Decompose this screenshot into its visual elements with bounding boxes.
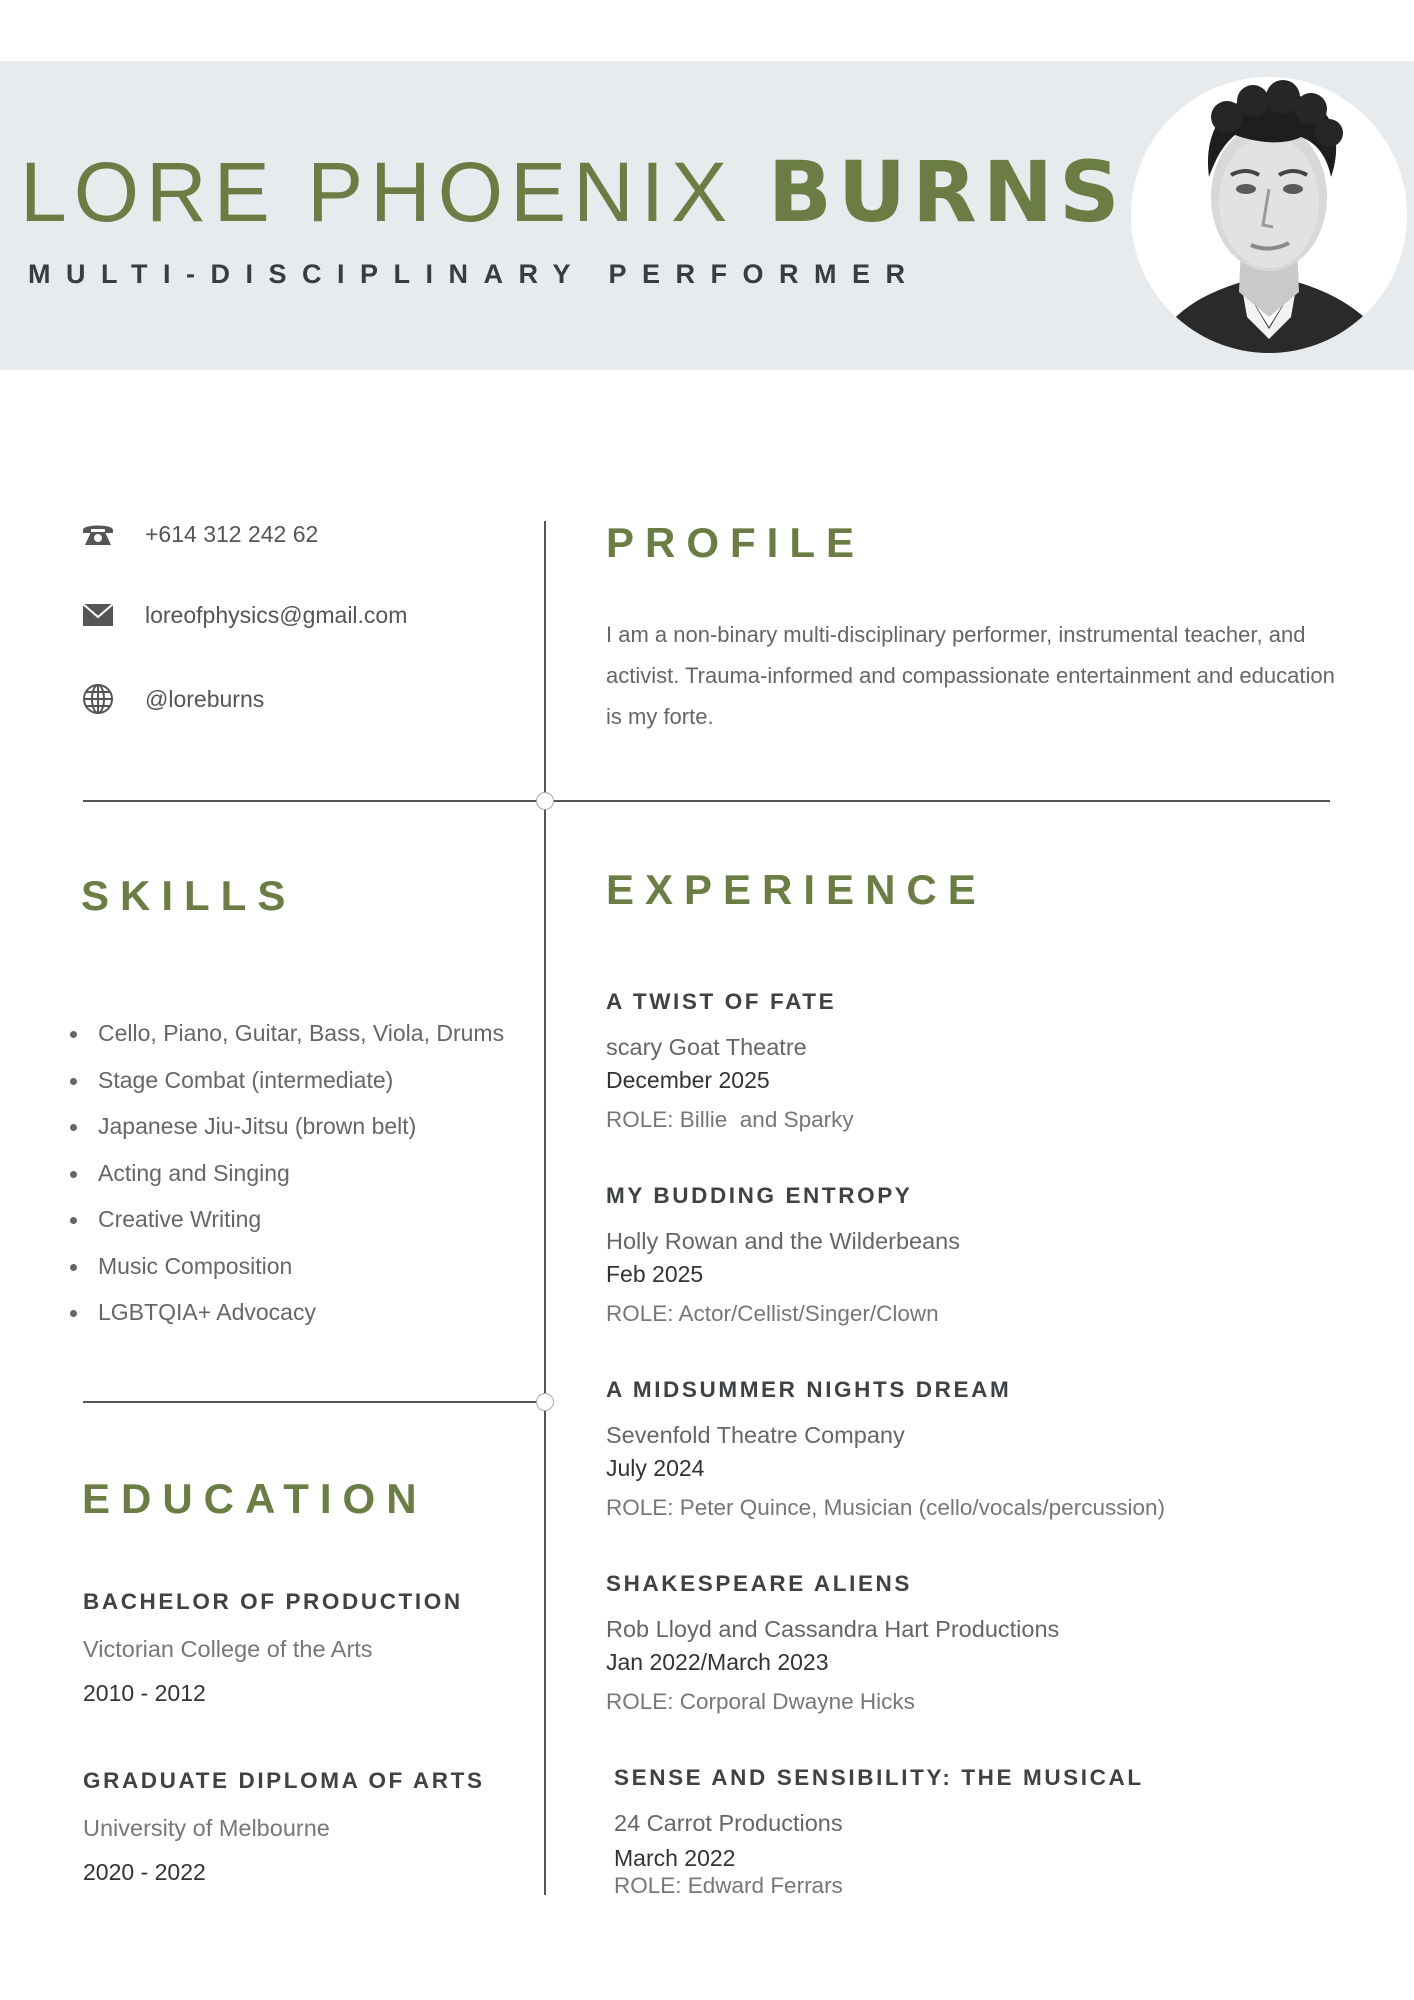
email-address: loreofphysics@gmail.com <box>145 601 408 628</box>
experience-title: A MIDSUMMER NIGHTS DREAM <box>606 1377 1012 1402</box>
social-handle: @loreburns <box>145 685 265 712</box>
globe-icon <box>80 682 116 716</box>
education-heading: EDUCATION <box>82 1475 428 1522</box>
experience-company: Rob Lloyd and Cassandra Hart Productions <box>606 1616 1060 1642</box>
experience-heading: EXPERIENCE <box>606 866 987 913</box>
experience-role: ROLE: Edward Ferrars <box>614 1873 843 1898</box>
full-name <box>20 142 1126 242</box>
experience-date: December 2025 <box>606 1067 770 1093</box>
list-item: Japanese Jiu-Jitsu (brown belt) <box>70 1103 504 1150</box>
list-item: Stage Combat (intermediate) <box>70 1057 504 1104</box>
education-years: 2020 - 2022 <box>83 1859 206 1885</box>
profile-heading: PROFILE <box>606 519 866 566</box>
envelope-icon <box>80 598 116 632</box>
experience-role: ROLE: Corporal Dwayne Hicks <box>606 1689 915 1714</box>
profile-photo <box>1131 77 1407 353</box>
contact-email[interactable] <box>80 598 407 632</box>
divider-left-bottom <box>83 1401 545 1403</box>
experience-company: scary Goat Theatre <box>606 1034 807 1060</box>
contact-social[interactable] <box>80 682 264 716</box>
profile-text: I am a non-binary multi-disciplinary performer, instrumental teacher, and activist. Trauma-informed and compassionate entertainment and education is my forte. <box>606 622 1335 729</box>
education-school: University of Melbourne <box>83 1815 330 1841</box>
job-title: MULTI-DISCIPLINARY PERFORMER <box>28 259 921 289</box>
experience-title: SENSE AND SENSIBILITY: THE MUSICAL <box>614 1765 1144 1790</box>
education-degree: BACHELOR OF PRODUCTION <box>83 1589 463 1614</box>
list-item: Acting and Singing <box>70 1150 504 1197</box>
experience-role: ROLE: Peter Quince, Musician (cello/vocals/percussion) <box>606 1495 1165 1520</box>
skills-heading: SKILLS <box>81 872 297 919</box>
portrait-illustration <box>1131 77 1407 353</box>
list-item: Cello, Piano, Guitar, Bass, Viola, Drums <box>70 1010 504 1057</box>
divider-node-bottom <box>536 1393 554 1411</box>
name-last: BURNS <box>767 143 1126 241</box>
phone-number: +614 312 242 62 <box>145 520 319 547</box>
phone-icon <box>80 517 116 551</box>
education-school: Victorian College of the Arts <box>83 1636 373 1662</box>
divider-node-top <box>536 792 554 810</box>
experience-company: Sevenfold Theatre Company <box>606 1422 905 1448</box>
list-item: Creative Writing <box>70 1196 504 1243</box>
experience-role: ROLE: Billie and Sparky <box>606 1107 854 1132</box>
experience-role: ROLE: Actor/Cellist/Singer/Clown <box>606 1301 939 1326</box>
education-years: 2010 - 2012 <box>83 1680 206 1706</box>
experience-title: A TWIST OF FATE <box>606 989 837 1014</box>
experience-date: Jan 2022/March 2023 <box>606 1649 829 1675</box>
experience-date: Feb 2025 <box>606 1261 704 1287</box>
experience-date: July 2024 <box>606 1455 705 1481</box>
experience-company: Holly Rowan and the Wilderbeans <box>606 1228 960 1254</box>
skills-list <box>70 1010 504 1336</box>
list-item: Music Composition <box>70 1243 504 1290</box>
divider-top <box>83 800 1330 802</box>
education-degree: GRADUATE DIPLOMA OF ARTS <box>83 1768 485 1793</box>
experience-title: SHAKESPEARE ALIENS <box>606 1571 913 1596</box>
experience-company: 24 Carrot Productions <box>614 1810 843 1836</box>
experience-title: MY BUDDING ENTROPY <box>606 1183 913 1208</box>
list-item: LGBTQIA+ Advocacy <box>70 1289 504 1336</box>
name-first: LORE PHOENIX <box>20 145 735 239</box>
contact-phone[interactable] <box>80 517 318 551</box>
experience-date: March 2022 <box>614 1845 736 1871</box>
column-divider <box>544 521 546 1895</box>
